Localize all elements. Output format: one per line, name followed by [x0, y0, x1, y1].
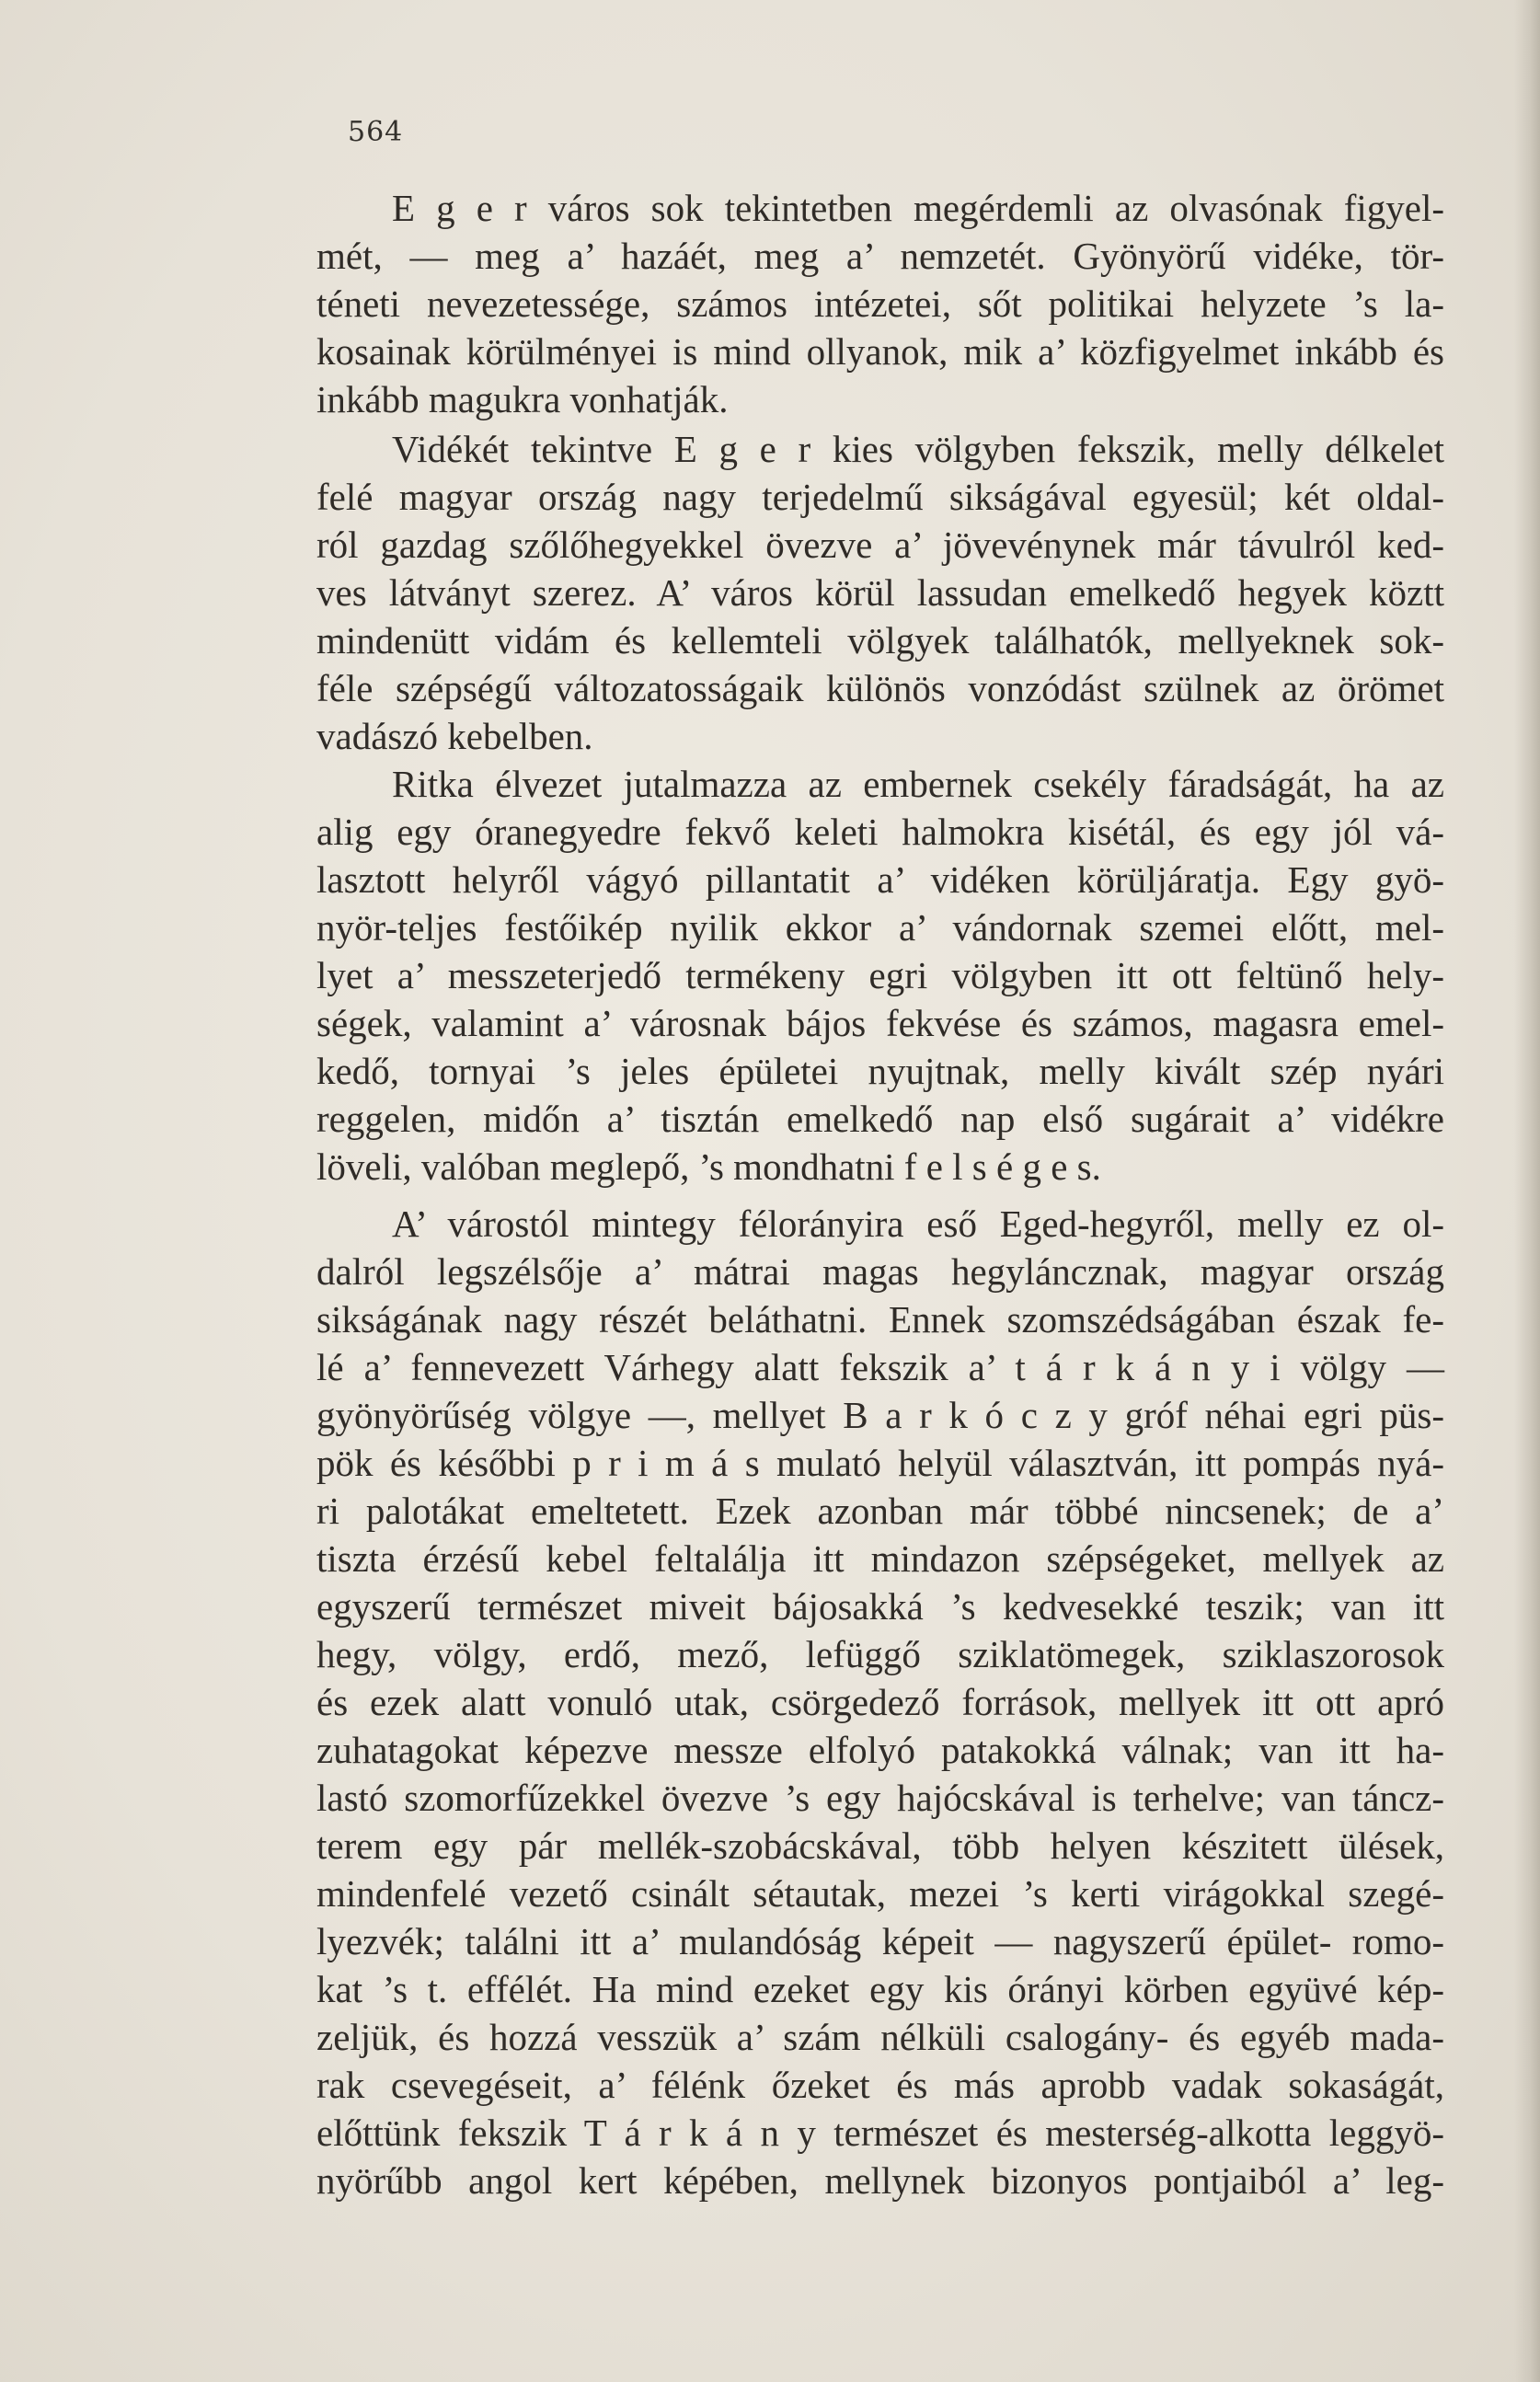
text-line: egyszerű természet miveit bájosakká ’s kedvesekké teszik; van itt: [316, 1585, 1444, 1628]
text-line: ségek, valamint a’ városnak bájos fekvése és számos, magasra emel-: [316, 1002, 1444, 1044]
text-line: kat ’s t. effélét. Ha mind ezeket egy kis órányi körben együvé kép-: [316, 1968, 1444, 2010]
text-line: alig egy óranegyedre fekvő keleti halmokra kisétál, és egy jól vá-: [316, 811, 1444, 853]
text-line: zuhatagokat képezve messze elfolyó patakokká válnak; van itt ha-: [316, 1729, 1444, 1771]
text-line: lyezvék; találni itt a’ mulandóság képeit — nagyszerű épület- romo-: [316, 1920, 1444, 1962]
text-line: sikságának nagy részét beláthatni. Ennek szomszédságában észak fe-: [316, 1298, 1444, 1341]
text-line: mindenfelé vezető csinált sétautak, mezei ’s kerti virágokkal szegé-: [316, 1872, 1444, 1915]
text-line: féle szépségű változatosságaik különös vonzódást szülnek az örömet: [316, 667, 1444, 709]
text-line: felé magyar ország nagy terjedelmű sikságával egyesül; két oldal-: [316, 476, 1444, 518]
page-number: 564: [348, 116, 404, 148]
text-line: lasztott helyről vágyó pillantatit a’ vidéken körüljáratja. Egy gyö-: [316, 858, 1444, 901]
text-line: vadászó kebelben.: [316, 715, 593, 757]
text-line: mindenütt vidám és kellemteli völgyek találhatók, mellyeknek sok-: [316, 619, 1444, 662]
text-line: ri palotákat emeltetett. Ezek azonban már többé nincsenek; de a’: [316, 1490, 1444, 1532]
page-edge-shadow: [1514, 0, 1540, 2382]
text-line: lé a’ fennevezett Várhegy alatt fekszik a’ t á r k á n y i völgy —: [316, 1346, 1444, 1388]
text-line: zeljük, és hozzá vesszük a’ szám nélküli csalogány- és egyéb mada-: [316, 2016, 1444, 2058]
text-line: dalról legszélsője a’ mátrai magas hegyláncznak, magyar ország: [316, 1250, 1444, 1293]
text-line: Ritka élvezet jutalmazza az embernek csekély fáradságát, ha az: [392, 763, 1444, 805]
text-line: ves látványt szerez. A’ város körül lassudan emelkedő hegyek köztt: [316, 571, 1444, 614]
text-line: reggelen, midőn a’ tisztán emelkedő nap első sugárait a’ vidékre: [316, 1098, 1444, 1140]
text-line: és ezek alatt vonuló utak, csörgedező források, mellyek itt ott apró: [316, 1681, 1444, 1723]
text-line: rak csevegéseit, a’ félénk őzeket és más aprobb vadak sokaságát,: [316, 2064, 1444, 2106]
text-line: ról gazdag szőlőhegyekkel övezve a’ jövevénynek már távulról ked-: [316, 524, 1444, 566]
text-line: kedő, tornyai ’s jeles épületei nyujtnak, melly kivált szép nyári: [316, 1050, 1444, 1092]
text-line: nyör-teljes festőikép nyilik ekkor a’ vándornak szemei előtt, mel-: [316, 906, 1444, 949]
text-line: kosainak körülményei is mind ollyanok, mik a’ közfigyelmet inkább és: [316, 330, 1444, 373]
text-line: hegy, völgy, erdő, mező, lefüggő sziklatömegek, sziklaszorosok: [316, 1633, 1444, 1675]
text-line: előttünk fekszik T á r k á n y természet és mesterség-alkotta leggyö-: [316, 2112, 1444, 2154]
text-line: löveli, valóban meglepő, ’s mondhatni f e l s é g e s.: [316, 1145, 1101, 1188]
text-line: Vidékét tekintve E g e r kies völgyben fekszik, melly délkelet: [392, 428, 1444, 470]
text-line: inkább magukra vonhatják.: [316, 378, 729, 420]
text-line: tiszta érzésű kebel feltalálja itt mindazon szépségeket, mellyek az: [316, 1537, 1444, 1580]
text-line: A’ várostól mintegy félorányira eső Eged-hegyről, melly ez ol-: [392, 1203, 1444, 1245]
text-line: pök és későbbi p r i m á s mulató helyül választván, itt pompás nyá-: [316, 1442, 1444, 1484]
text-line: E g e r város sok tekintetben megérdemli az olvasónak figyel-: [392, 187, 1444, 229]
text-line: mét, — meg a’ hazáét, meg a’ nemzetét. Gyönyörű vidéke, tör-: [316, 235, 1444, 277]
text-line: lyet a’ messzeterjedő termékeny egri völgyben itt ott feltünő hely-: [316, 954, 1444, 996]
text-line: gyönyörűség völgye —, mellyet B a r k ó c z y gróf néhai egri püs-: [316, 1394, 1444, 1436]
text-line: lastó szomorfűzekkel övezve ’s egy hajócskával is terhelve; van táncz-: [316, 1777, 1444, 1819]
text-line: téneti nevezetessége, számos intézetei, sőt politikai helyzete ’s la-: [316, 282, 1444, 325]
text-line: nyörűbb angol kert képében, mellynek bizonyos pontjaiból a’ leg-: [316, 2159, 1444, 2202]
text-line: terem egy pár mellék-szobácskával, több helyen készitett ülések,: [316, 1824, 1444, 1867]
